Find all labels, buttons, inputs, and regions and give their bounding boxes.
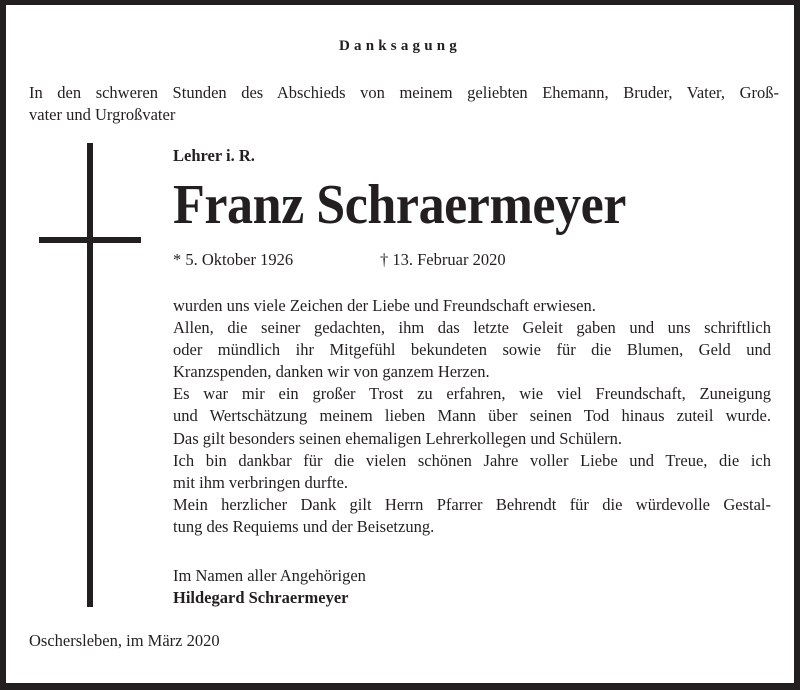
death-date: † 13. Februar 2020	[380, 250, 506, 269]
body-line: oder mündlich ihr Mitgefühl bekundeten sowie für die Blumen, Geld und	[173, 340, 771, 360]
body-line: Das gilt besonders seinen ehemaligen Lehrerkollegen und Schülern.	[173, 428, 623, 448]
notice-heading: Danksagung	[338, 38, 462, 54]
body-line: Kranzspenden, danken wir von ganzem Herzen.	[173, 362, 490, 382]
signature-prefix: Im Namen aller Angehörigen	[173, 566, 366, 585]
intro-line: vater und Urgroßvater	[29, 105, 176, 124]
body-line: wurden uns viele Zeichen der Liebe und Freundschaft erwiesen.	[173, 296, 596, 315]
body-line: Es war mir ein großer Trost zu erfahren, wie viel Freundschaft, Zuneigung	[173, 384, 771, 404]
body-line: tung des Requiems und der Beisetzung.	[173, 516, 435, 536]
intro-line: In den schweren Stunden des Abschieds von meinem geliebten Ehemann, Bruder, Vater, Groß-	[29, 83, 779, 102]
body-line: Allen, die seiner gedachten, ihm das letzte Geleit gaben und uns schriftlich	[173, 318, 771, 338]
place-date: Oschersleben, im März 2020	[29, 631, 220, 650]
cross-horizontal-bar	[39, 237, 141, 243]
obituary-notice	[6, 5, 794, 683]
deceased-title: Lehrer i. R.	[173, 146, 255, 165]
cross-vertical-bar	[87, 143, 93, 607]
signature-name: Hildegard Schraermeyer	[173, 588, 349, 607]
body-line: Mein herzlicher Dank gilt Herrn Pfarrer Behrendt für die würdevolle Gestal-	[173, 494, 771, 514]
body-line: Ich bin dankbar für die vielen schönen Jahre voller Liebe und Treue, die ich	[173, 450, 771, 470]
body-line: mit ihm verbringen durfte.	[173, 472, 349, 492]
thanks-body	[173, 295, 771, 538]
intro-text	[29, 82, 779, 126]
body-line: und Wertschätzung meinem lieben Mann über seinen Tod hinaus zuteil wurde.	[173, 406, 771, 426]
birth-date: * 5. Oktober 1926	[173, 250, 294, 269]
deceased-name: Franz Schraermeyer	[173, 174, 626, 236]
